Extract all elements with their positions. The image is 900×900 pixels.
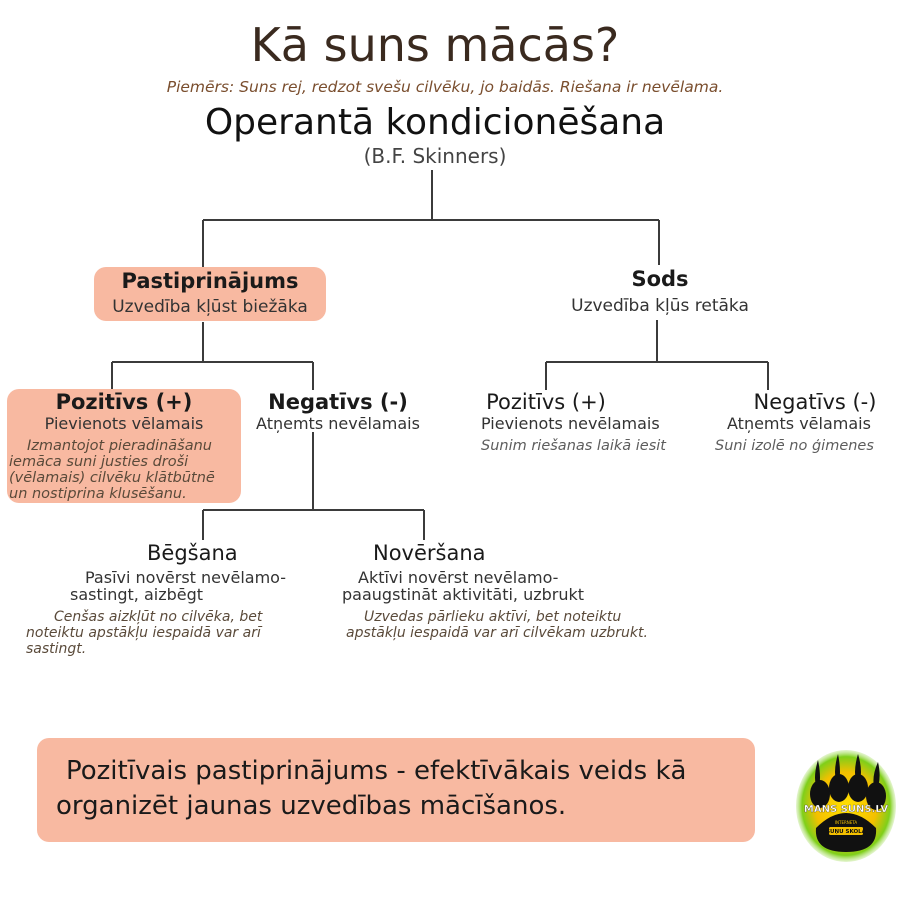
example-text: Piemērs: Suns rej, redzot svešu cilvēku, jo baidās. Riešana ir nevēlama. — [166, 78, 724, 96]
main-concept-title: Operantā kondicionēšana — [204, 102, 666, 143]
logo-sub: SUŅU SKOLA — [826, 829, 866, 836]
avoidance-example: Uzvedas pārlieku aktīvi, bet noteiktu apstākļu iespaidā var arī cilvēkam uzbrukt. — [346, 609, 648, 641]
punishment-subtitle: Uzvedība kļūs retāka — [571, 296, 749, 316]
escape-title: Bēgšana — [147, 541, 238, 565]
punishment-positive-title: Pozitīvs (+) — [486, 390, 606, 414]
punishment-positive-subtitle: Pievienots nevēlamais — [481, 414, 660, 433]
escape-example: Cenšas aizkļūt no cilvēka, bet noteiktu apstākļu iespaidā var arī sastingt. — [26, 609, 263, 657]
reinforcement-node — [94, 267, 326, 321]
reinforcement-negative-title: Negatīvs (-) — [268, 390, 408, 414]
reinforcement-subtitle: Uzvedība kļūst biežāka — [112, 297, 308, 317]
reinforcement-negative-subtitle: Atņemts nevēlamais — [256, 414, 420, 433]
reinforcement-title: Pastiprinājums — [121, 269, 299, 293]
conclusion-text: Pozitīvais pastiprinājums - efektīvākais veids kā organizēt jaunas uzvedības mācīšanos. — [56, 756, 687, 821]
punishment-negative-title: Negatīvs (-) — [753, 390, 877, 414]
punishment-title: Sods — [631, 267, 689, 291]
avoidance-title: Novēršana — [373, 541, 486, 565]
reinforcement-positive-subtitle: Pievienots vēlamais — [44, 414, 204, 433]
reinforcement-positive-example: Izmantojot pieradināšanu iemāca suni justies droši (vēlamais) cilvēku klātbūtnē un nostiprina klusēšanu. — [9, 438, 215, 502]
escape-subtitle: Pasīvi novērst nevēlamo- sastingt, aizbēgt — [70, 568, 287, 604]
punishment-node — [560, 267, 760, 321]
logo-small: INTERNETA — [834, 820, 858, 825]
punishment-positive-example: Sunim riešanas laikā iesit — [481, 438, 666, 454]
punishment-negative-example: Suni izolē no ģimenes — [715, 438, 874, 454]
logo-name: MANS SUNS.LV — [803, 804, 889, 815]
avoidance-subtitle: Aktīvi novērst nevēlamo- paaugstināt aktivitāti, uzbrukt — [342, 568, 585, 604]
punishment-negative-subtitle: Atņemts vēlamais — [727, 414, 871, 433]
page-title: Kā suns mācās? — [250, 18, 620, 72]
main-concept-author: (B.F. Skinners) — [363, 144, 507, 168]
reinforcement-positive-title: Pozitīvs (+) — [55, 390, 193, 414]
mans-suns-logo — [796, 750, 896, 862]
